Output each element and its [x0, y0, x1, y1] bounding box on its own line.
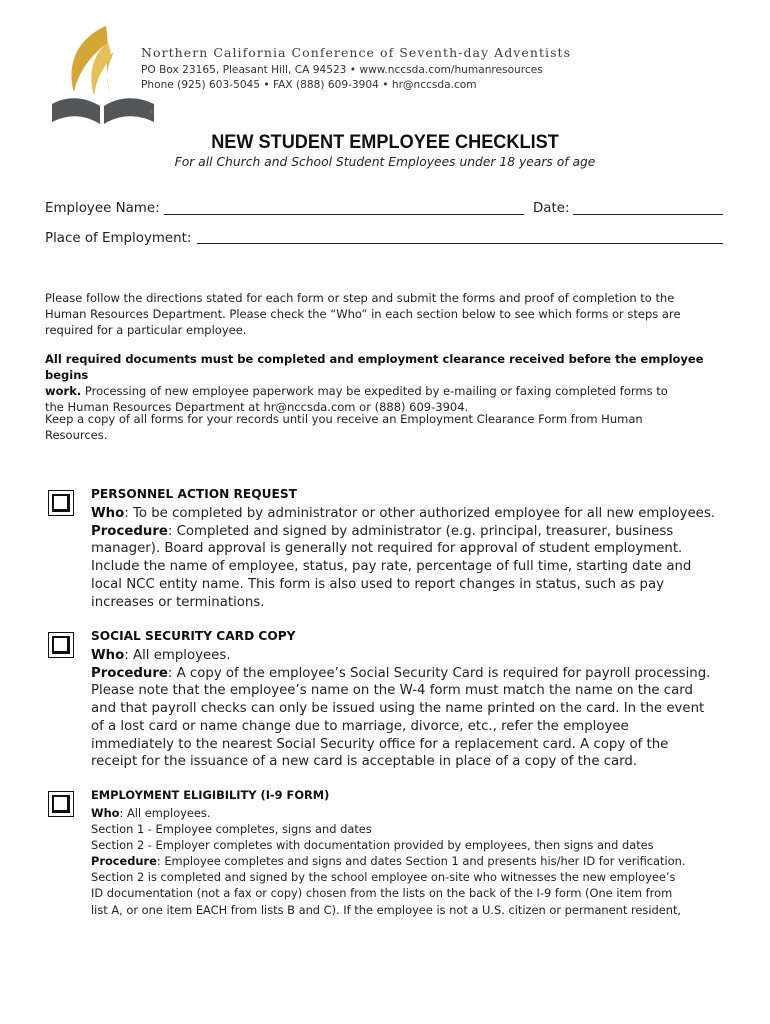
section-body-personnel-action-request: Who: To be completed by administrator or other authorized employee for all new employees. Procedure: Completed and signed by administrator (e.g. principal, treasurer, business manager). Board approval is generally not required for approval of student employment. Include the name of employee, status, pay rate, percentage of full time, starting date and local NCC entity name. This form is also used to report changes in status, such as pay increases or terminations.	[91, 506, 715, 610]
employee-name-field[interactable]	[164, 214, 524, 215]
org-contact: Phone (925) 603-5045 • FAX (888) 609-3904 • hr@nccsda.com	[141, 79, 477, 91]
section-body-social-security-card: Who: All employees. Procedure: A copy of the employee’s Social Security Card is required for payroll processing. Please note that the employee’s name on the W-4 form must match the name on the card and that payroll checks can only be issued using the name printed on the card. In the event of a lost card or name change due to marriage, divorce, etc., refer the employee immediately to the nearest Social Security office for a replacement card. A copy of the receipt for the issuance of a new card is acceptable in place of a copy of the card.	[91, 648, 711, 770]
page-title: NEW STUDENT EMPLOYEE CHECKLIST	[211, 131, 559, 153]
intro-paragraph-2: All required documents must be completed and employment clearance received before the employee begins work. Processing of new employee paperwork may be expedited by e-mailing or faxing completed forms to the Human Resources Department at hr@nccsda.com or (888) 609-3904.	[45, 352, 704, 414]
checkbox-employment-eligibility[interactable]	[48, 791, 74, 817]
place-of-employment-field[interactable]	[197, 243, 723, 244]
org-name: Northern California Conference of Seventh-day Adventists	[141, 45, 572, 60]
section-title-personnel-action-request: PERSONNEL ACTION REQUEST	[91, 487, 297, 501]
checkbox-social-security-card[interactable]	[48, 632, 74, 658]
registered-mark: ®	[148, 109, 154, 116]
section-title-social-security-card: SOCIAL SECURITY CARD COPY	[91, 629, 296, 643]
employee-name-label: Employee Name:	[45, 201, 160, 216]
checkbox-personnel-action-request[interactable]	[48, 490, 74, 516]
intro-paragraph-1: Please follow the directions stated for each form or step and submit the forms and proof of completion to the Human Resources Department. Please check the “Who” in each section below to see which forms or steps are required for a particular employee.	[45, 291, 681, 337]
org-address: PO Box 23165, Pleasant Hill, CA 94523 • www.nccsda.com/humanresources	[141, 64, 543, 76]
date-label: Date:	[533, 201, 570, 216]
section-body-employment-eligibility: Who: All employees. Section 1 - Employee completes, signs and dates Section 2 - Employer completes with documentation provided by employees, then signs and dates Procedure: Employee completes and signs and dates Section 1 and presents his/her ID for verification. Section 2 is completed and signed by the school employee on-site who witnesses the new employee’s ID documentation (not a fax or copy) chosen from the lists on the back of the I-9 form (One item from list A, or one item EACH from lists B and C). If the employee is not a U.S. citizen or permanent resident,	[91, 806, 686, 917]
section-title-employment-eligibility: EMPLOYMENT ELIGIBILITY (I-9 FORM)	[91, 788, 330, 802]
intro-paragraph-3: Keep a copy of all forms for your records until you receive an Employment Clearance Form from Human Resources.	[45, 412, 643, 442]
place-of-employment-label: Place of Employment:	[45, 231, 192, 246]
date-field[interactable]	[573, 214, 723, 215]
page-subtitle: For all Church and School Student Employees under 18 years of age	[174, 155, 596, 169]
